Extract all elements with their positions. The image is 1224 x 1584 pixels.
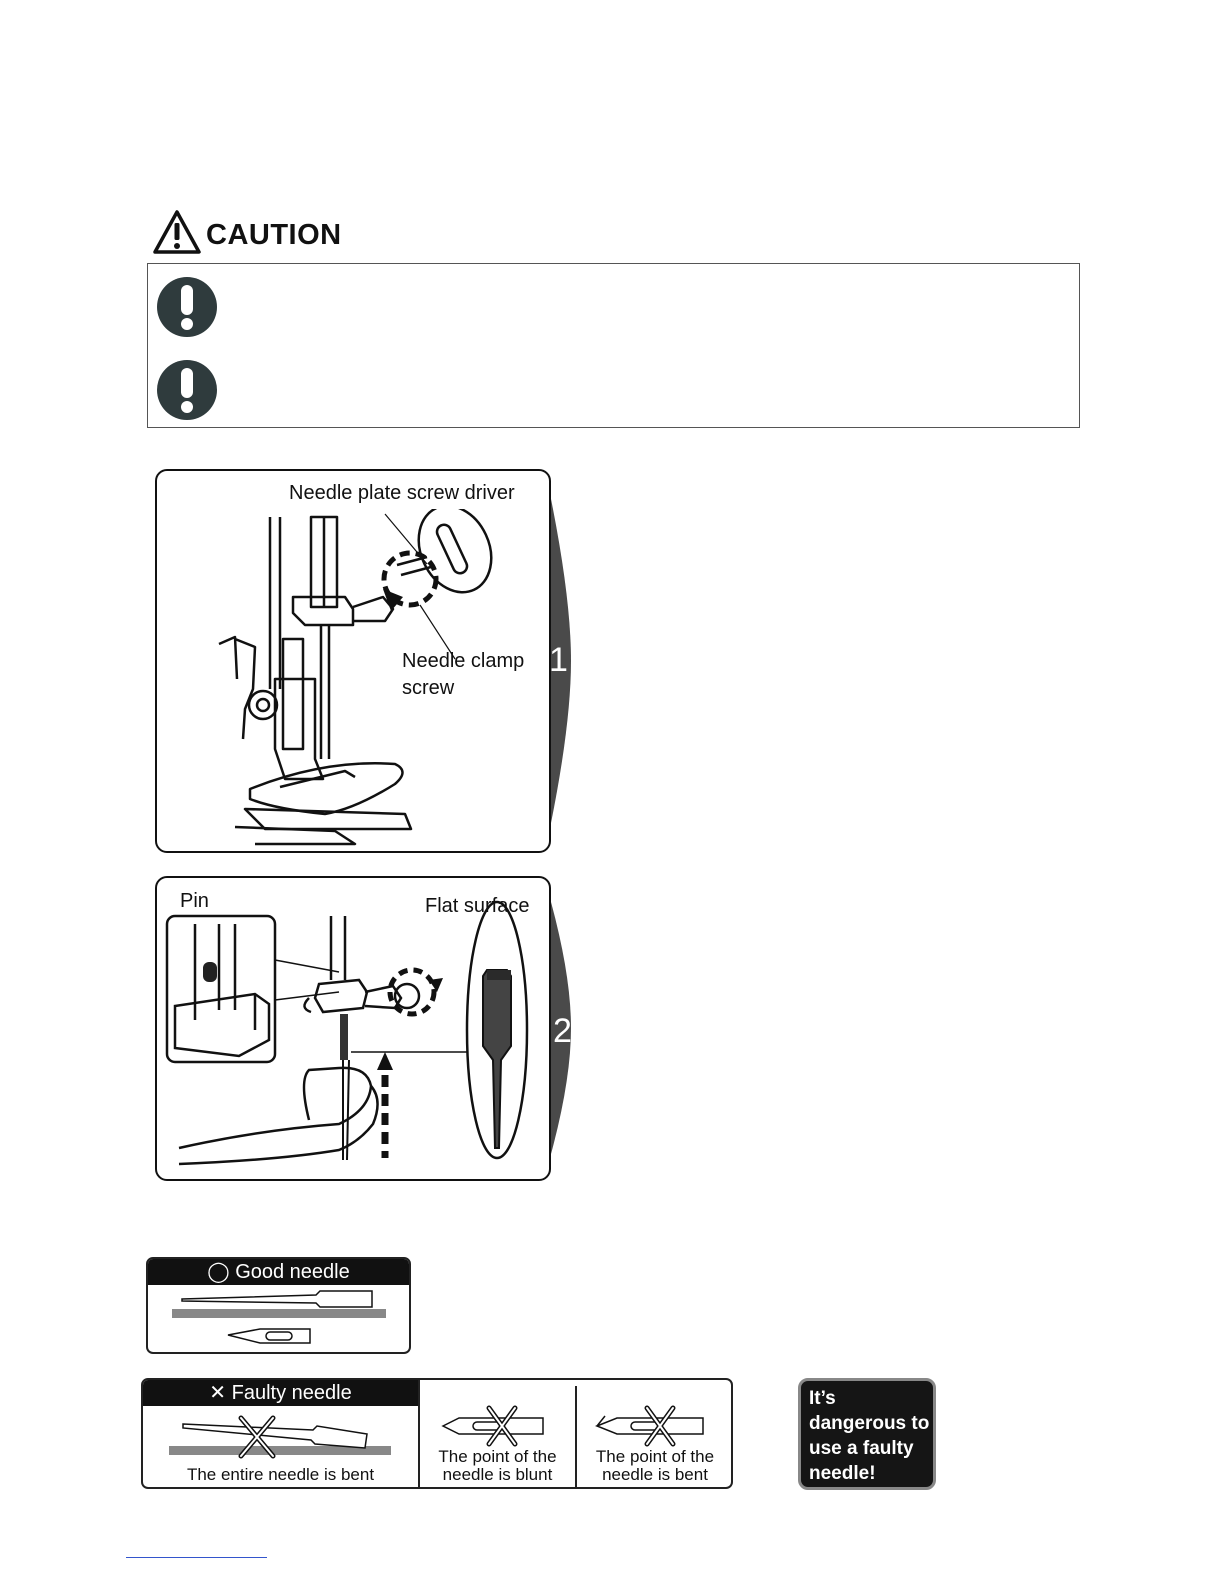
exclamation-icon (156, 276, 218, 338)
step-1-panel (155, 469, 585, 853)
caption-blunt-point: The point of the needle is blunt (438, 1447, 557, 1484)
presser-foot-illustration (205, 509, 545, 849)
label-pin: Pin (180, 890, 209, 912)
step-2-panel (155, 876, 585, 1181)
good-needle-box (146, 1257, 411, 1354)
good-needle-illustration (148, 1285, 411, 1354)
caption-bent-point: The point of the needle is bent (595, 1447, 715, 1484)
exclamation-icon (156, 359, 218, 421)
faulty-needle-box (141, 1378, 733, 1489)
caution-heading (152, 208, 342, 256)
footer-rule (126, 1557, 267, 1558)
step-number: 2 (553, 1012, 572, 1050)
faulty-needle-header: ✕ Faulty needle (143, 1380, 418, 1406)
caution-title: CAUTION (206, 218, 342, 251)
good-needle-header: ◯ Good needle (148, 1259, 409, 1285)
warning-triangle-icon (152, 209, 202, 255)
needle-insertion-illustration (159, 880, 549, 1178)
caution-box (147, 263, 1080, 428)
label-needle-clamp: Needle clamp (402, 650, 525, 672)
caption-bent-needle: The entire needle is bent (186, 1465, 375, 1484)
label-screw-driver: Needle plate screw driver (289, 482, 515, 504)
label-flat-surface: Flat surface (425, 895, 530, 917)
label-needle-clamp-screw: screw (402, 677, 455, 699)
danger-badge: It’s dangerous to use a faulty needle! (798, 1378, 936, 1490)
step-number: 1 (549, 641, 568, 679)
